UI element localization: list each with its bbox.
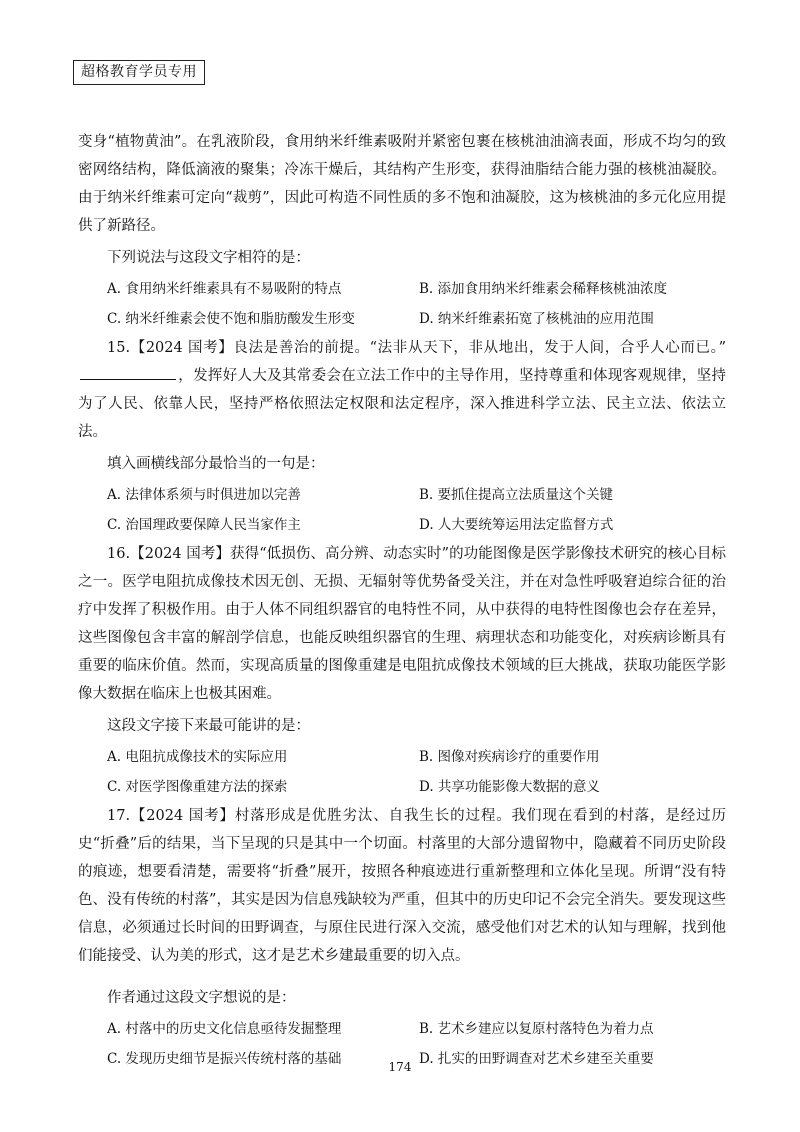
option-a[interactable]: A. 村落中的历史文化信息亟待发掘整理 xyxy=(107,1021,342,1037)
continuation-paragraph: 变身“植物黄油”。在乳液阶段，食用纳米纤维素吸附并紧密包裹在核桃油油滴表面，形成不均匀的致密网络结构，降低滴液的聚集；冷冻干燥后，其结构产生形变，获得油脂结合能力强的核桃油凝胶。由于纳米纤维素可定向“裁剪”，因此可构造不同性质的多不饱和油凝胶，这为核桃油的多元化应用提供了新路径。 xyxy=(78,134,726,234)
question-16-prompt: 这段文字接下来最可能讲的是： xyxy=(107,718,310,734)
option-d[interactable]: D. 纳米纤维素拓宽了核桃油的应用范围 xyxy=(419,311,654,327)
question-15-stem xyxy=(78,334,726,446)
option-c[interactable]: C. 发现历史细节是振兴传统村落的基础 xyxy=(107,1051,342,1067)
question-15-options xyxy=(107,480,726,540)
question-16-stem: 16.【2024 国考】获得“低损伤、高分辨、动态实时”的功能图像是医学影像技术研究的核心目标之一。医学电阻抗成像技术因无创、无损、无辐射等优势备受关注，并在对急性呼吸窘迫综合征的治疗中发挥了积极作用。由于人体不同组织器官的电特性不同，从中获得的电特性图像也会存在差异，这些图像包含丰富的解剖学信息，也能反映组织器官的生理、病理状态和功能变化，对疾病诊断具有重要的临床价值。然而，实现高质量的图像重建是电阻抗成像技术领域的巨大挑战，获取功能医学影像大数据在临床上也极其困难。 xyxy=(78,546,726,702)
option-b[interactable]: B. 要抓住提高立法质量这个关键 xyxy=(419,487,614,503)
question-15-prompt: 填入画横线部分最恰当的一句是： xyxy=(107,456,325,472)
option-b[interactable]: B. 图像对疾病诊疗的重要作用 xyxy=(419,749,600,765)
question-15-tail: ，发挥好人大及其常委会在立法工作中的主导作用，坚持尊重和体现客观规律，坚持为了人民、依靠人民，坚持严格依照法定权限和法定程序，深入推进科学立法、民主立法、依法立法。 xyxy=(78,368,726,440)
option-b[interactable]: B. 艺术乡建应以复原村落特色为着力点 xyxy=(419,1021,654,1037)
continuation-question: 下列说法与这段文字相符的是： xyxy=(107,250,310,266)
option-c[interactable]: C. 对医学图像重建方法的探索 xyxy=(107,779,288,795)
option-a[interactable]: A. 食用纳米纤维素具有不易吸附的特点 xyxy=(107,281,342,297)
option-c[interactable]: C. 治国理政要保障人民当家作主 xyxy=(107,517,301,533)
option-a[interactable]: A. 电阻抗成像技术的实际应用 xyxy=(107,749,288,765)
question-17-stem: 17.【2024 国考】村落形成是优胜劣汰、自我生长的过程。我们现在看到的村落，是经过历史“折叠”后的结果，当下呈现的只是其中一个切面。村落里的大部分遗留物中，隐藏着不同历史阶段的痕迹，想要看清楚，需要将“折叠”展开，按照各种痕迹进行重新整理和立体化呈现。所谓“没有特色、没有传统的村落”，其实是因为信息残缺较为严重，但其中的历史印记不会完全消失。要发现这些信息，必须通过长时间的田野调查，与原住民进行深入交流，感受他们对艺术的认知与理解，找到他们能接受、认为美的形式，这才是艺术乡建最重要的切入点。 xyxy=(78,808,726,964)
question-16-options xyxy=(107,742,726,802)
option-d[interactable]: D. 共享功能影像大数据的意义 xyxy=(419,779,600,795)
header-stamp: 超格教育学员专用 xyxy=(73,60,205,85)
option-d[interactable]: D. 人大要统筹运用法定监督方式 xyxy=(419,517,614,533)
question-15-head: 15.【2024 国考】良法是善治的前提。“法非从天下，非从地出，发于人间，合乎人心而已。” xyxy=(107,340,726,356)
option-c[interactable]: C. 纳米纤维素会使不饱和脂肪酸发生形变 xyxy=(107,311,355,327)
question-17-prompt: 作者通过这段文字想说的是： xyxy=(107,990,296,1006)
page-number: 174 xyxy=(388,1060,412,1074)
page-content xyxy=(78,128,726,1074)
option-a[interactable]: A. 法律体系须与时俱进加以完善 xyxy=(107,487,301,503)
option-d[interactable]: D. 扎实的田野调查对艺术乡建至关重要 xyxy=(419,1051,654,1067)
continuation-options xyxy=(107,274,726,334)
option-b[interactable]: B. 添加食用纳米纤维素会稀释核桃油浓度 xyxy=(419,281,668,297)
fill-blank-line xyxy=(80,365,176,380)
